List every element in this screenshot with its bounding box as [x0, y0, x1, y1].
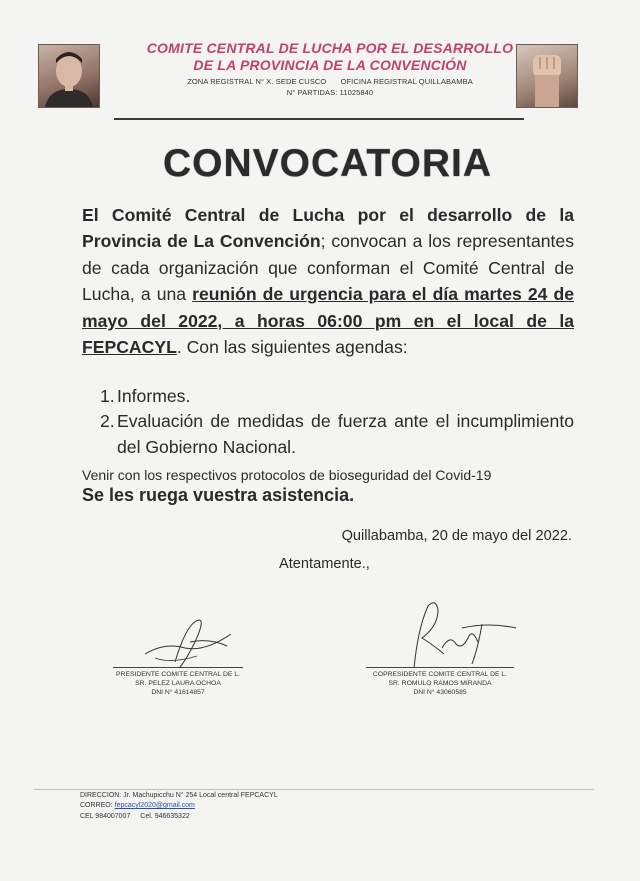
partidas-number: N° PARTIDAS: 11025840: [286, 88, 374, 97]
signer-name: SR. ROMULO RAMOS MIRANDA: [388, 680, 492, 687]
signer-dni: DNI N° 43060585: [413, 689, 467, 696]
closing-text: . Con las siguientes agendas:: [176, 337, 408, 358]
footer-phone-line: [80, 813, 190, 820]
intro-bold: El Comité Central de Lucha por el desarrollo de la Provincia de La Convención: [82, 205, 574, 252]
portrait-photo: [38, 44, 100, 108]
email-link[interactable]: fepcacyl2020@gmail.com: [114, 802, 195, 809]
closing-regards: Atentamente.,: [279, 556, 370, 572]
footer-address: DIRECCION: Jr. Machupicchu N° 254 Local central FEPCACYL: [80, 792, 278, 799]
oficina-registral: OFICINA REGISTRAL QUILLABAMBA: [340, 77, 473, 86]
agenda-number: 2.: [100, 411, 115, 431]
org-name-line-2: DE LA PROVINCIA DE LA CONVENCIÓN: [193, 57, 467, 73]
org-name-line-1: COMITE CENTRAL DE LUCHA POR EL DESARROLLO: [146, 40, 514, 56]
attendance-plea: Se les ruega vuestra asistencia.: [82, 485, 355, 505]
email-label: CORREO:: [80, 802, 113, 809]
zona-registral: ZONA REGISTRAL N° X. SEDE CUSCO: [187, 77, 327, 86]
signer-role: COPRESIDENTE COMITE CENTRAL DE L.: [372, 671, 508, 678]
signer-name: SR. PELEZ LAURA OCHOA: [135, 680, 221, 687]
biosecurity-note: Venir con los respectivos protocolos de bioseguridad del Covid-19: [82, 467, 492, 483]
registry-line: [120, 77, 540, 86]
signature-block-copresident: [366, 667, 514, 697]
phone-2: Cel. 946635322: [140, 813, 190, 820]
phone-1: CEL 984007007: [80, 813, 131, 820]
footer-email-line: [80, 802, 195, 809]
agenda-item: [100, 383, 574, 409]
footer-divider: [34, 789, 594, 790]
agenda-text: Informes.: [117, 386, 191, 406]
signature-line: [366, 667, 514, 668]
document-title: CONVOCATORIA: [162, 142, 493, 185]
signature-right: [392, 598, 522, 672]
meeting-details: reunión de urgencia para el día martes 24 de mayo del 2022, a horas 06:00 pm en el local de la FEPCACYL: [82, 284, 574, 358]
signer-role: PRESIDENTE COMITE CENTRAL DE L.: [116, 671, 240, 678]
header-divider: [114, 118, 524, 120]
portrait-image: [39, 45, 99, 107]
intro-text: ; convocan a los representantes de cada organización que conforman el Comité Central de Lucha, a una: [82, 231, 574, 305]
document-date: Quillabamba, 20 de mayo del 2022.: [341, 528, 572, 544]
agenda-number: 1.: [100, 386, 115, 406]
agenda-item: [100, 408, 574, 461]
body-paragraph: [82, 202, 574, 360]
signature-left: [135, 612, 245, 674]
agenda-text: Evaluación de medidas de fuerza ante el incumplimiento del Gobierno Nacional.: [117, 411, 574, 458]
signer-dni: DNI N° 41614857: [151, 689, 205, 696]
signature-line: [113, 667, 243, 668]
signature-block-president: [113, 667, 243, 697]
